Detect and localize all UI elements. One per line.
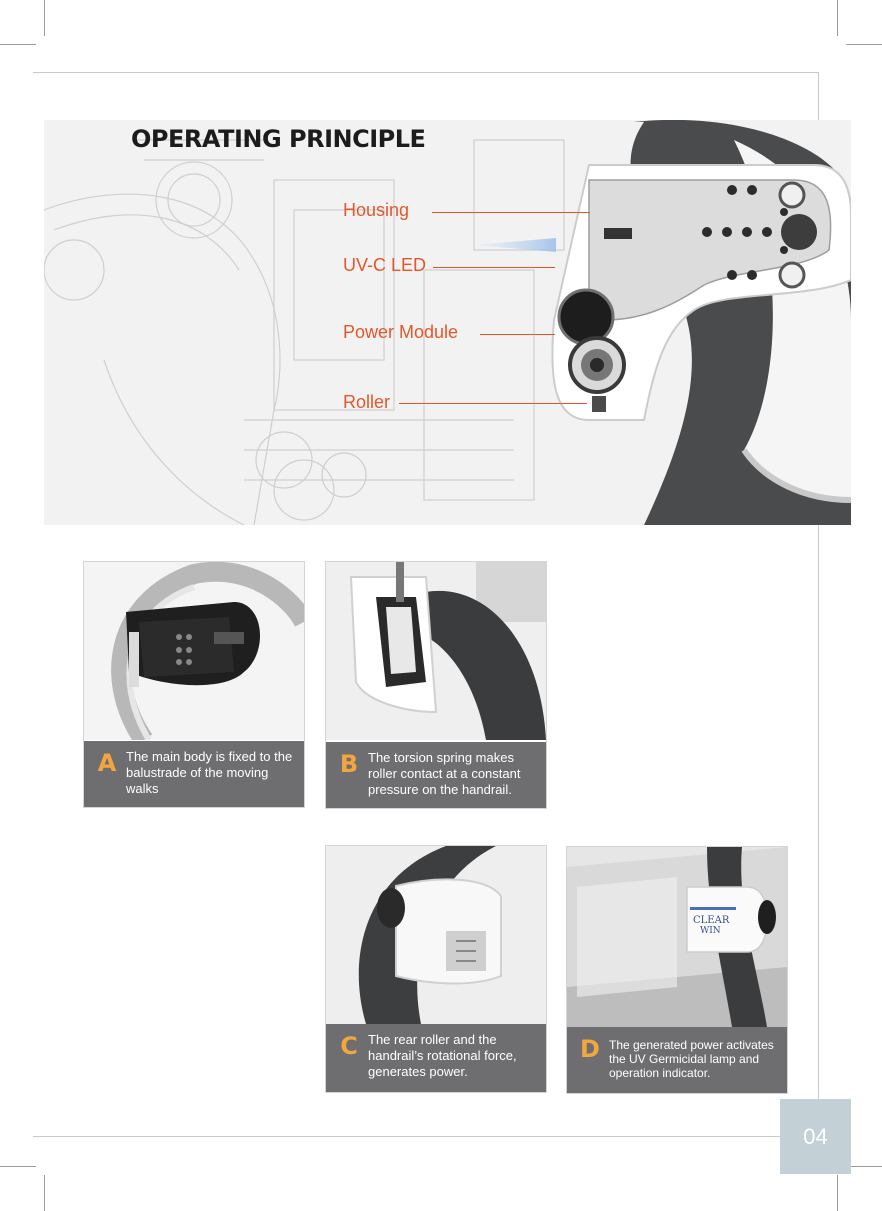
frame-bottom-line bbox=[33, 1136, 780, 1137]
step-letter: A bbox=[97, 749, 117, 777]
page-title: OPERATING PRINCIPLE bbox=[131, 125, 426, 153]
device-label-line2: WIN bbox=[700, 926, 721, 936]
step-d-photo bbox=[567, 847, 787, 1027]
callout-uvc-led: UV-C LED bbox=[343, 255, 427, 275]
leader-line bbox=[399, 403, 587, 404]
step-panel-d bbox=[566, 846, 788, 1094]
crop-mark bbox=[44, 0, 45, 36]
step-text: The generated power activates the UV Germicidal lamp and operation indicator. bbox=[609, 1038, 774, 1080]
crop-mark bbox=[0, 1166, 36, 1167]
step-a-caption bbox=[84, 741, 304, 807]
crop-mark bbox=[0, 44, 36, 45]
device-label-line1: CLEAR bbox=[693, 915, 730, 926]
callout-housing: Housing bbox=[343, 200, 410, 220]
step-a-photo bbox=[84, 562, 304, 740]
frame-top-line bbox=[33, 72, 818, 73]
callout-power-module: Power Module bbox=[343, 322, 459, 342]
step-text: The torsion spring makes roller contact at a constant pressure on the handrail. bbox=[368, 750, 521, 797]
step-c-caption bbox=[326, 1024, 546, 1092]
step-b-caption bbox=[326, 742, 546, 808]
step-text: The main body is fixed to the balustrade of the moving walks bbox=[126, 749, 293, 796]
step-d-caption bbox=[567, 1027, 787, 1093]
crop-mark bbox=[837, 1175, 838, 1211]
leader-line bbox=[433, 267, 555, 268]
crop-mark bbox=[44, 1175, 45, 1211]
step-b-photo bbox=[326, 562, 546, 740]
page-number: 04 bbox=[780, 1099, 851, 1174]
step-letter: B bbox=[339, 750, 359, 778]
step-text: The rear roller and the handrail’s rotational force, generates power. bbox=[368, 1032, 517, 1079]
leader-line bbox=[480, 334, 555, 335]
step-letter: D bbox=[580, 1035, 600, 1063]
step-panel-b bbox=[325, 561, 547, 809]
callout-roller: Roller bbox=[343, 392, 391, 412]
crop-mark bbox=[846, 44, 882, 45]
step-c-photo bbox=[326, 846, 546, 1024]
step-letter: C bbox=[340, 1032, 358, 1060]
crop-mark bbox=[846, 1166, 882, 1167]
leader-line bbox=[432, 212, 590, 213]
step-panel-a bbox=[83, 561, 305, 808]
crop-mark bbox=[837, 0, 838, 36]
step-panel-c bbox=[325, 845, 547, 1093]
